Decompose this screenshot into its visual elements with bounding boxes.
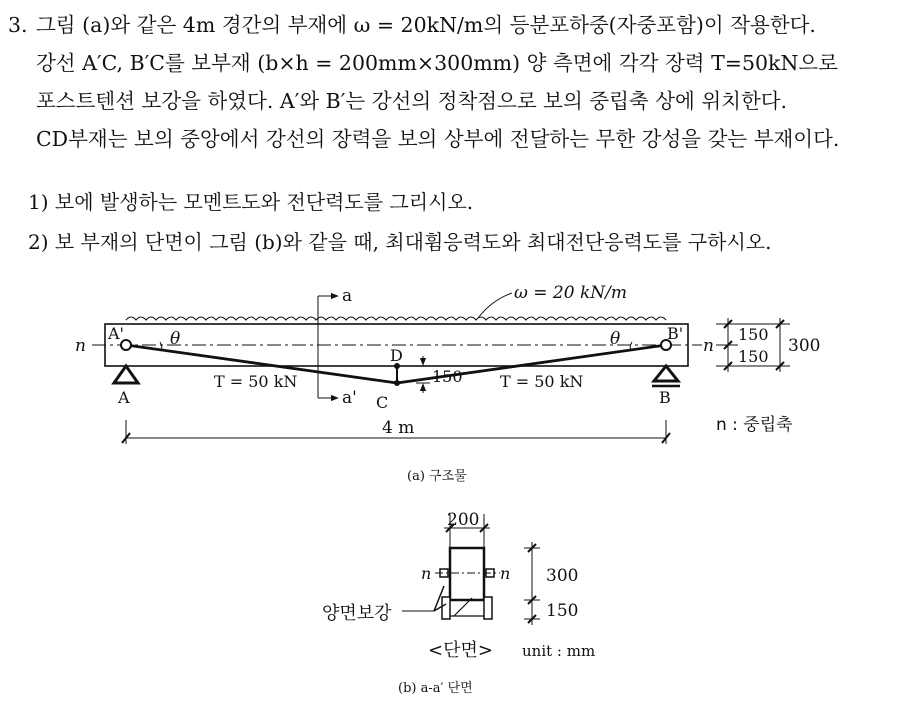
support-a <box>114 366 138 383</box>
anchor-a-prime-label: A' <box>108 324 124 343</box>
neutral-axis-right-label: n <box>703 336 714 356</box>
vdim-ext-label: 150 <box>546 601 579 621</box>
cd-dim-label: 150 <box>432 367 463 386</box>
section-label-top: a <box>342 286 353 306</box>
dim-bottom-label: 150 <box>738 347 769 366</box>
load-leader <box>478 293 512 318</box>
node-c <box>394 380 400 386</box>
tension-right-label: T = 50 kN <box>500 372 584 391</box>
section-n-left: n <box>421 564 432 583</box>
width-label: 200 <box>447 510 480 530</box>
section-label: <단면> <box>428 640 493 661</box>
dim-total-label: 300 <box>788 336 821 356</box>
point-d-label: D <box>390 346 403 365</box>
anchor-b-prime-label: B' <box>667 324 684 343</box>
point-c-label: C <box>376 393 389 412</box>
figure-b-caption: (b) a-a′ 단면 <box>398 681 473 696</box>
problem-line-2: 강선 A′C, B′C를 보부재 (b×h = 200mm×300mm) 양 측면에 각각 장력 T=50kN으로 <box>36 51 839 75</box>
dim-top-label: 150 <box>738 325 769 344</box>
span-label: 4 m <box>382 418 415 438</box>
distributed-load <box>126 317 666 320</box>
figure-a <box>75 283 820 484</box>
problem-number: 3. <box>8 13 28 37</box>
load-label: ω = 20 kN/m <box>514 283 627 303</box>
neutral-axis-legend: n : 중립축 <box>716 415 793 435</box>
support-b <box>654 366 678 381</box>
theta-left: θ <box>170 329 181 349</box>
support-b-label: B <box>659 388 671 407</box>
support-a-label: A <box>118 388 130 407</box>
problem-line-4: CD부재는 보의 중앙에서 강선의 장력을 보의 상부에 전달하는 무한 강성을 갖는 부재이다. <box>36 127 840 151</box>
vdim-beam-label: 300 <box>546 566 579 586</box>
reinforce-label: 양면보강 <box>322 603 392 624</box>
section-beam <box>450 548 484 600</box>
reinforce-plate-left <box>442 597 450 619</box>
section-label-bottom: a' <box>342 388 357 408</box>
tension-left-label: T = 50 kN <box>214 372 298 391</box>
theta-right: θ <box>610 329 621 349</box>
reinforce-plate-right <box>484 597 492 619</box>
question-1: 1) 보에 발생하는 모멘트도와 전단력도를 그리시오. <box>28 190 474 214</box>
figure-b <box>322 510 595 696</box>
figure-a-caption: (a) 구조물 <box>407 469 467 484</box>
neutral-axis-left-label: n <box>75 336 86 356</box>
problem-line-1: 3. 그림 (a)와 같은 4m 경간의 부재에 ω = 20kN/m의 등분포하중(자중포함)이 작용한다. <box>8 6 898 44</box>
unit-label: unit : mm <box>522 642 596 660</box>
problem-line-3: 포스트텐션 보강을 하였다. A′와 B′는 강선의 정착점으로 보의 중립축 상에 위치한다. <box>36 89 788 113</box>
question-2: 2) 보 부재의 단면이 그림 (b)와 같을 때, 최대휨응력도와 최대전단응력도를 구하시오. <box>28 230 772 254</box>
section-n-right: n <box>500 564 511 583</box>
